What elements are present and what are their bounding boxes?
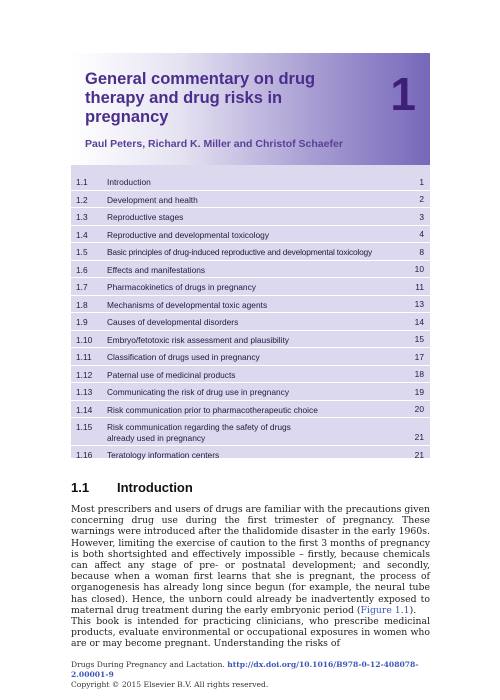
toc-row[interactable]: [71, 191, 430, 209]
toc-row[interactable]: [71, 348, 430, 366]
paragraph-text: This book is intended for practicing clinicians, who prescribe medicinal products, evaluate environmental or occupational exposures in women who are or may become pregnant. Understanding the risks of: [71, 616, 430, 650]
toc-number: 1.15: [76, 422, 93, 432]
paragraph-text-end: ).: [409, 604, 417, 616]
toc-page: 14: [414, 316, 424, 327]
footer-copyright: Copyright © 2015 Elsevier B.V. All rights reserved.: [71, 680, 269, 689]
toc-row[interactable]: [71, 173, 430, 191]
toc-label: Paternal use of medicinal products: [107, 369, 236, 380]
toc-label: Basic principles of drug-induced reproductive and developmental toxicology: [107, 247, 372, 257]
section-heading: [71, 480, 193, 495]
toc-label: Embryo/fetotoxic risk assessment and plausibility: [107, 334, 289, 345]
toc-page: 21: [414, 449, 424, 460]
toc-page: 8: [419, 246, 424, 257]
toc-page: 19: [414, 386, 424, 397]
toc-label-line-2: already used in pregnancy: [107, 432, 206, 443]
toc-label: Reproductive stages: [107, 212, 184, 222]
toc-row[interactable]: [71, 383, 430, 401]
toc-row[interactable]: [71, 226, 430, 244]
toc-row[interactable]: [71, 313, 430, 331]
paragraph: [71, 504, 430, 616]
toc-label: Teratology information centers: [107, 450, 220, 460]
toc-page: 2: [419, 194, 424, 204]
toc-number: 1.11: [76, 352, 92, 362]
toc-row[interactable]: [71, 401, 430, 419]
toc-number: 1.13: [76, 387, 93, 397]
toc-number: 1.16: [76, 450, 93, 460]
toc-label: Effects and manifestations: [107, 264, 206, 275]
toc-page: 21: [414, 432, 424, 442]
toc-row[interactable]: [71, 261, 430, 279]
toc-number: 1.2: [76, 194, 88, 205]
footer-source-line: [71, 660, 451, 680]
page-footer: [71, 660, 451, 690]
toc-number: 1.6: [76, 264, 88, 275]
toc-number: 1.8: [76, 299, 88, 310]
toc-number: 1.1: [76, 177, 88, 187]
toc-label: Reproductive and developmental toxicology: [107, 229, 270, 240]
toc-page: 20: [414, 404, 424, 414]
toc-row[interactable]: [71, 243, 430, 261]
toc-page: 18: [414, 369, 424, 379]
chapter-header: [71, 53, 430, 165]
toc-number: 1.12: [76, 369, 93, 380]
toc-label: Introduction: [107, 177, 151, 187]
toc-row[interactable]: [71, 208, 430, 226]
doi-link[interactable]: http://dx.doi.org/10.1016/B978-0-12-408078-2.00001-9: [71, 660, 419, 679]
toc-label: Classification of drugs used in pregnancy: [107, 352, 260, 362]
toc-page: 10: [414, 264, 424, 274]
toc-label: [107, 422, 400, 443]
toc-label-line-1: Risk communication regarding the safety of drugs: [107, 422, 291, 432]
toc-label: Development and health: [107, 194, 198, 205]
toc-label: Mechanisms of developmental toxic agents: [107, 299, 268, 310]
chapter-title: General commentary on drug therapy and drug risks in pregnancy: [85, 70, 316, 126]
toc-row[interactable]: [71, 296, 430, 314]
toc-page: 15: [414, 334, 424, 344]
paragraph: [71, 616, 430, 650]
toc-label: Causes of developmental disorders: [107, 317, 239, 327]
chapter-authors: Paul Peters, Richard K. Miller and Christof Schaefer: [85, 138, 343, 150]
toc-page: 3: [419, 211, 424, 222]
toc-page: 1: [419, 176, 424, 187]
toc-row[interactable]: [71, 366, 430, 384]
toc-number: 1.4: [76, 229, 88, 240]
footer-source: Drugs During Pregnancy and Lactation.: [71, 660, 225, 669]
paragraph-text: Most prescribers and users of drugs are familiar with the precautions given concerning drug use during the first trimester of pregnancy. These warnings were introduced after the thalidomide disaster in the early 1960s. However, limiting the exercise of caution to the first 3 months of pregnancy is both shortsighted and effectively impossible – firstly, because chemicals can affect any stage of pre- or postnatal development; and secondly, because when a woman first learns that she is pregnant, the process of organogenesis has already long since begun (for example, the neural tube has closed). Hence, the unborn could already be inadvertently exposed to maternal drug treatment during the early embryonic period (: [71, 504, 430, 616]
figure-link[interactable]: Figure 1.1: [360, 604, 410, 616]
section-title: Introduction: [117, 480, 193, 495]
section-number: 1.1: [71, 480, 90, 495]
toc-number: 1.3: [76, 212, 88, 222]
toc-number: 1.7: [76, 282, 88, 292]
toc-number: 1.10: [76, 334, 93, 345]
toc-row[interactable]: [71, 278, 430, 296]
toc-page: 4: [419, 229, 424, 239]
table-of-contents: [71, 165, 430, 458]
toc-page: 13: [414, 299, 424, 309]
toc-number: 1.9: [76, 317, 88, 327]
toc-number: 1.14: [76, 404, 93, 415]
toc-row[interactable]: [71, 418, 430, 446]
toc-label: Communicating the risk of drug use in pregnancy: [107, 387, 290, 397]
toc-page: 17: [414, 351, 424, 362]
toc-number: 1.5: [76, 247, 88, 257]
toc-row[interactable]: [71, 331, 430, 349]
body-text: [71, 504, 430, 650]
toc-label: Pharmacokinetics of drugs in pregnancy: [107, 282, 256, 292]
chapter-number: 1: [390, 68, 416, 120]
toc-row[interactable]: [71, 446, 430, 463]
toc-page: 11: [415, 281, 424, 292]
toc-label: Risk communication prior to pharmacotherapeutic choice: [107, 404, 318, 415]
